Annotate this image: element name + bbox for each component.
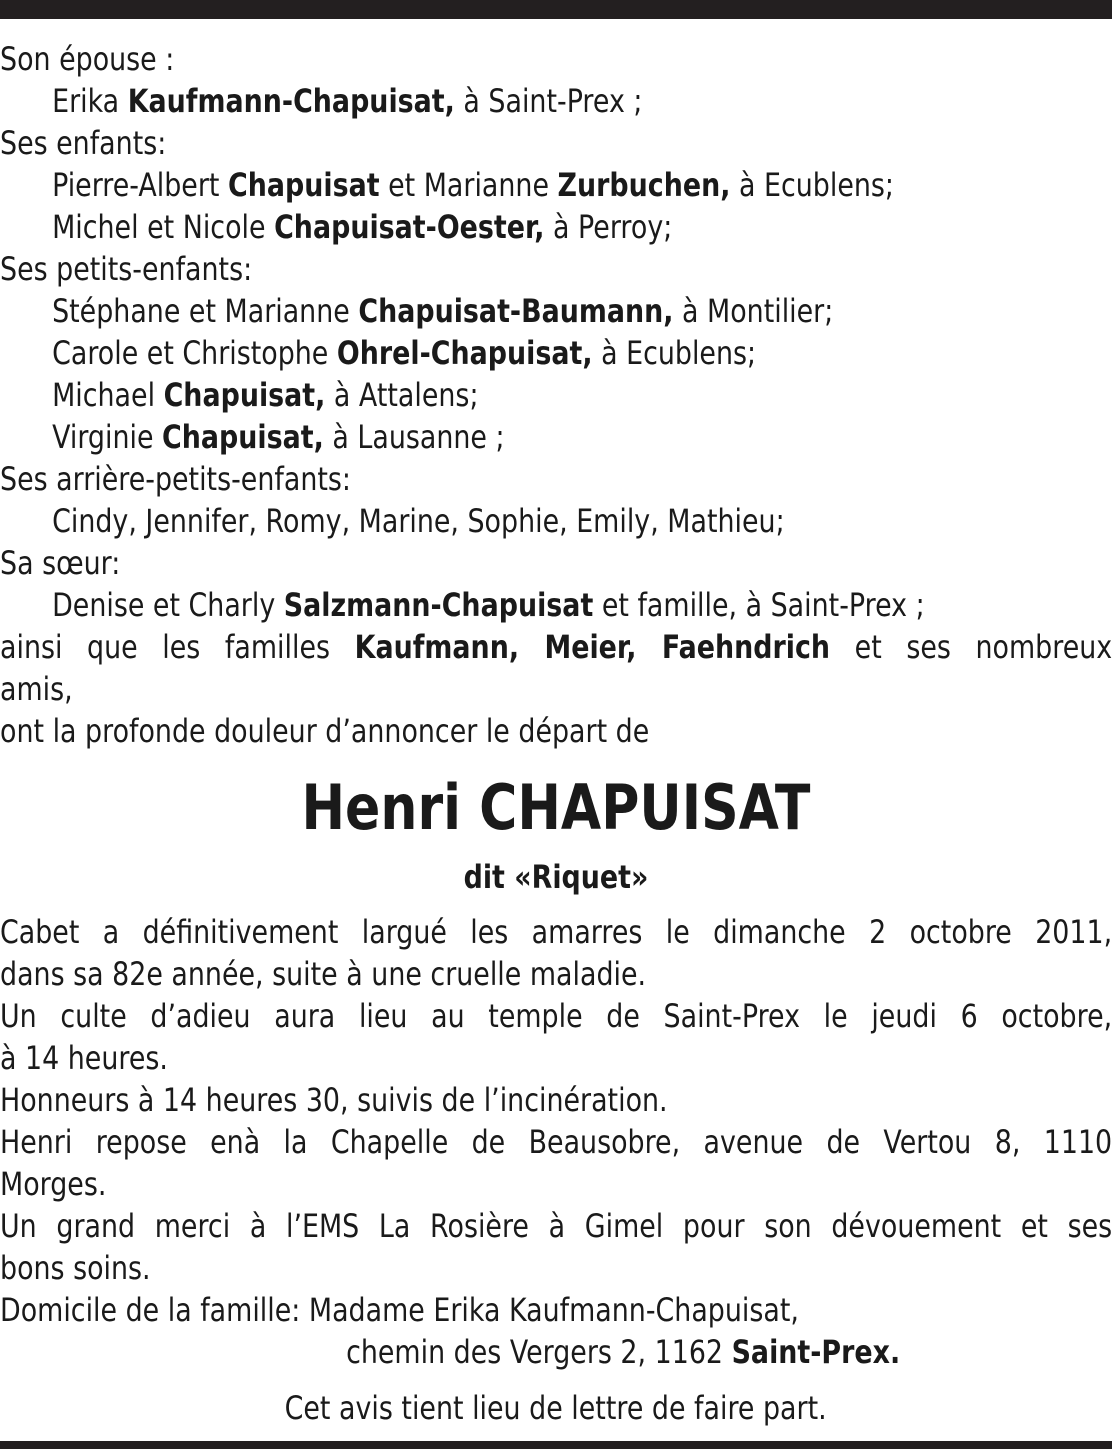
announcement-text: ont la profonde douleur d’annoncer le départ de (0, 712, 650, 750)
sister-entry: Denise et Charly Salzmann-Chapuisat et famille, à Saint-Prex ; (52, 586, 925, 624)
details-line: Honneurs à 14 heures 30, suivis de l’incinération. (0, 1081, 668, 1119)
top-rule (0, 0, 1112, 19)
spouse-heading: Son épouse : (0, 40, 175, 78)
spouse-entry: Erika Kaufmann-Chapuisat, à Saint-Prex ; (52, 82, 643, 120)
family-home-address-continued: chemin des Vergers 2, 1162 Saint-Prex. (346, 1333, 901, 1371)
child-entry: Michel et Nicole Chapuisat-Oester, à Perroy; (52, 208, 673, 246)
great-grandchildren-heading: Ses arrière-petits-enfants: (0, 460, 351, 498)
bottom-rule (0, 1441, 1112, 1449)
grandchild-entry: Stéphane et Marianne Chapuisat-Baumann, à Montilier; (52, 292, 834, 330)
grandchild-entry: Michael Chapuisat, à Attalens; (52, 376, 479, 414)
grandchild-entry: Carole et Christophe Ohrel-Chapuisat, à Ecublens; (52, 334, 757, 372)
grandchild-entry: Virginie Chapuisat, à Lausanne ; (52, 418, 505, 456)
details-line: Cabet a définitivement largué les amarres le dimanche 2 octobre 2011, (0, 913, 1112, 951)
closing-block (0, 1387, 1112, 1429)
nickname-block (0, 856, 1112, 898)
great-grandchildren-entry: Cindy, Jennifer, Romy, Marine, Sophie, Emily, Mathieu; (52, 502, 785, 540)
details-line: Henri repose enà la Chapelle de Beausobre, avenue de Vertou 8, 1110 (0, 1123, 1112, 1161)
closing-note: Cet avis tient lieu de lettre de faire part. (284, 1389, 828, 1427)
deceased-nickname: dit «Riquet» (463, 858, 649, 896)
grandchildren-heading: Ses petits-enfants: (0, 250, 253, 288)
families-entry-continued: amis, (0, 670, 73, 708)
details-line: bons soins. (0, 1249, 151, 1287)
details-line: Un culte d’adieu aura lieu au temple de Saint-Prex le jeudi 6 octobre, (0, 997, 1112, 1035)
child-entry: Pierre-Albert Chapuisat et Marianne Zurbuchen, à Ecublens; (52, 166, 894, 204)
family-home-address: Domicile de la famille: Madame Erika Kaufmann-Chapuisat, (0, 1291, 799, 1329)
deceased-name-block (0, 772, 1112, 844)
sister-heading: Sa sœur: (0, 544, 121, 582)
funeral-details (0, 911, 1112, 1373)
details-line: Morges. (0, 1165, 107, 1203)
details-line: à 14 heures. (0, 1039, 168, 1077)
details-line: dans sa 82e année, suite à une cruelle maladie. (0, 955, 647, 993)
details-line: Un grand merci à l’EMS La Rosière à Gimel pour son dévouement et ses (0, 1207, 1112, 1245)
family-list (0, 38, 1112, 752)
families-entry: ainsi que les familles Kaufmann, Meier, Faehndrich et ses nombreux (0, 628, 1112, 666)
children-heading: Ses enfants: (0, 124, 167, 162)
deceased-name: Henri CHAPUISAT (301, 771, 811, 844)
